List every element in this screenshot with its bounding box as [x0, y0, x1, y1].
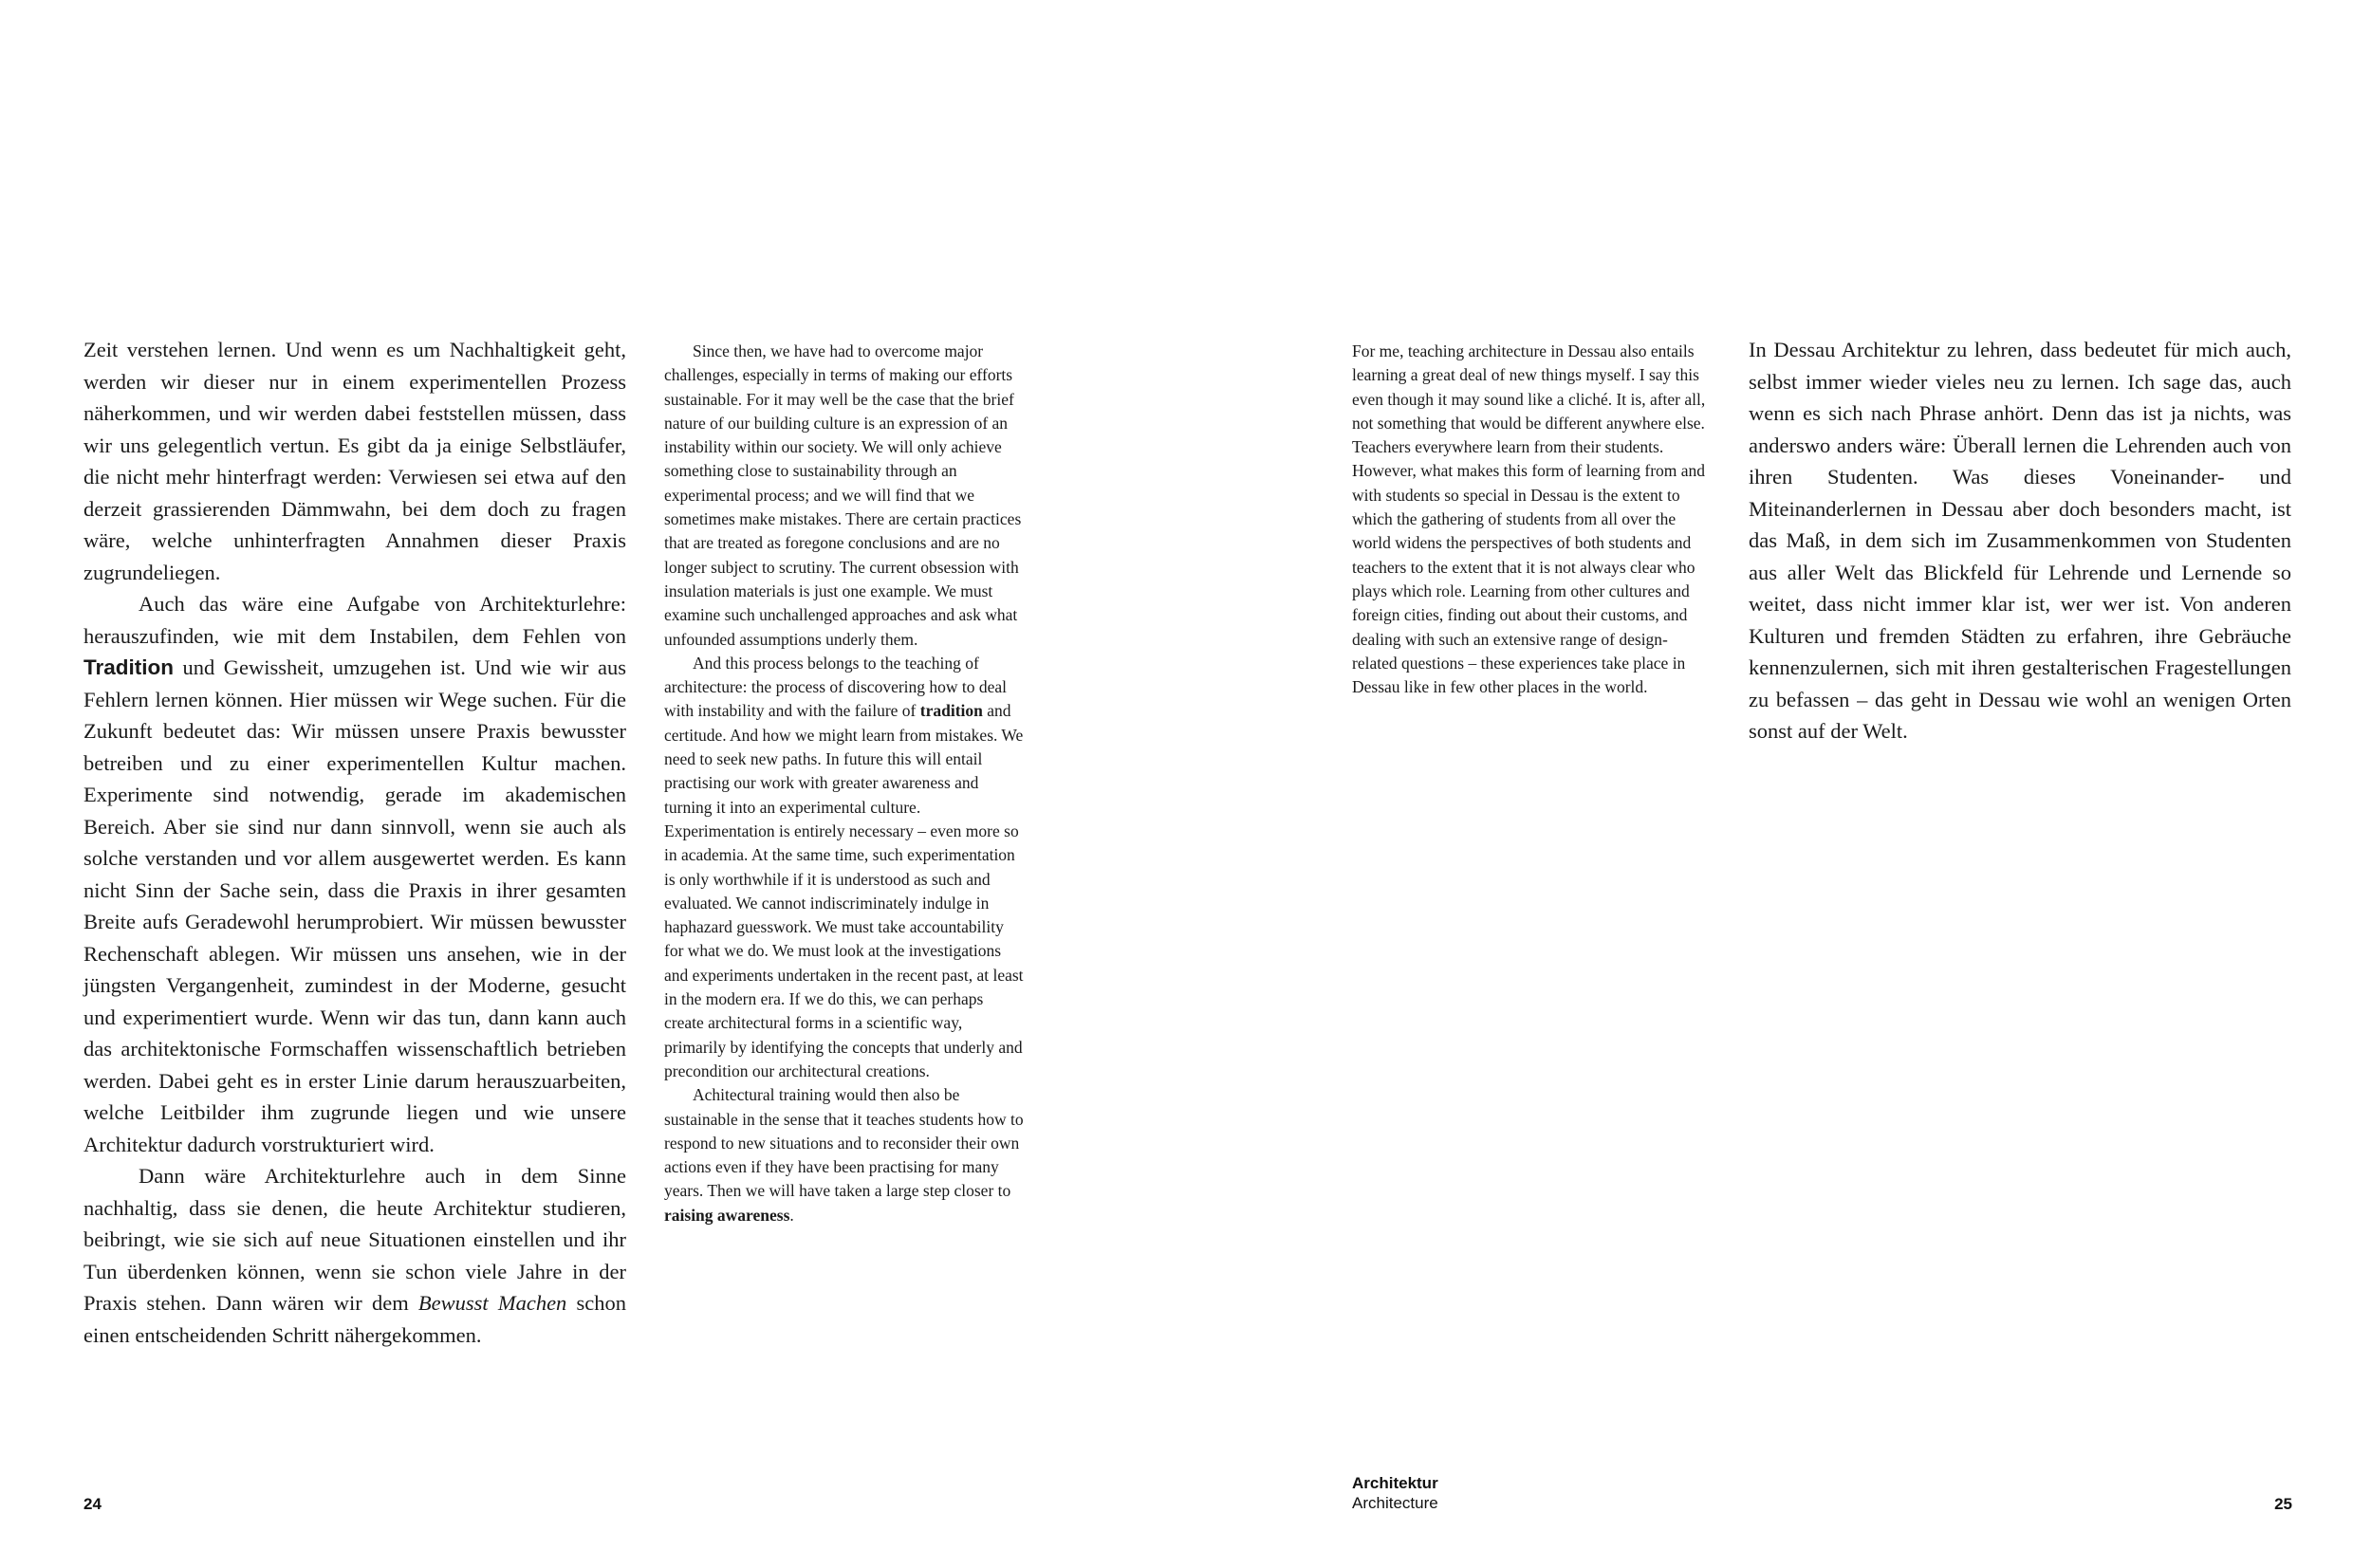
text-run: Achitectural training would then also be sustainable in the sense that it teaches students how to respond to new situations and to reconsider their own actions even if they have been practising for many years. Then we will have taken a large step closer to: [664, 1085, 1024, 1201]
text-run: und Gewissheit, umzugehen ist. Und wie wir aus Fehlern lernen können. Hier müssen wir Wege suchen. Für die Zukunft bedeutet das: Wir müssen unsere Praxis bewusster betreiben und zu einer experimentellen Kultur machen. Experimente sind notwendig, gerade im akademischen Bereich. Aber sie sind nur dann sinnvoll, wenn sie auch als solche verstanden und vor allem ausgewertet werden. Es kann nicht Sinn der Sache sein, dass die Praxis in ihrer gesamten Breite aufs Geradewohl herumprobiert. Wir müssen bewusster Rechenschaft ablegen. Wir müssen uns ansehen, wie in der jüngsten Vergangenheit, zumindest in der Moderne, gesucht und experimentiert wurde. Wenn wir das tun, dann kann auch das architektonische Formschaffen wissenschaftlich betrieben werden. Dabei geht es in erster Linie darum herauszuarbeiten, welche Leitbilder ihm zugrunde liegen und wie unsere Architektur dadurch vorstrukturiert wird.: [83, 655, 626, 1156]
right-german-paragraph-1: In Dessau Architektur zu lehren, dass bedeutet für mich auch, selbst immer wieder vieles neu zu lernen. Ich sage das, auch wenn es sich nach Phrase anhört. Denn das ist ja nichts, was anderswo anders wäre: Überall lernen die Lehrenden auch von ihren Studenten. Was dieses Voneinander- und Miteinanderlernen in Dessau aber doch besonders macht, ist das Maß, in dem sich im Zusammenkommen von Studenten aus aller Welt das Blickfeld für Lehrende und Lernende so weitet, dass nicht immer klar ist, wer wer ist. Von anderen Kulturen und fremden Städten zu erfahren, ihre Gebräuche kennenzulernen, sich mit ihren gestalterischen Fragestellungen zu befassen – das geht in Dessau wie wohl an wenigen Orten sonst auf der Welt.: [1749, 338, 2291, 743]
keyword-tradition: tradition: [919, 701, 983, 721]
running-head: [1352, 1473, 1438, 1513]
running-head-english: Architecture: [1352, 1494, 1438, 1512]
left-german-paragraph-3: [83, 1160, 626, 1351]
left-german-paragraph-1: Zeit verstehen lernen. Und wenn es um Nachhaltigkeit geht, werden wir dieser nur in einem experimentellen Prozess näherkommen, und wir werden dabei feststellen müssen, dass wir uns gelegentlich vertun. Es gibt da ja einige Selbstläufer, die nicht mehr hinterfragt werden: Verwiesen sei etwa auf den derzeit grassierenden Dämmwahn, bei dem doch zu fragen wäre, welche unhinterfragten Annahmen dieser Praxis zugrundeliegen.: [83, 338, 626, 584]
text-run: schon einen entscheidenden Schritt nähergekommen.: [83, 1291, 626, 1347]
italic-term: Bewusst Machen: [417, 1291, 567, 1315]
right-english-paragraph-1: For me, teaching architecture in Dessau also entails learning a great deal of new things myself. I say this even though it may sound like a cliché. It is, after all, not something that would be different anywhere else. Teachers everywhere learn from their students. However, what makes this form of learning from and with students so special in Dessau is the extent to which the gathering of students from all over the world widens the perspectives of both students and teachers to the extent that it is not always clear who plays which role. Learning from other cultures and foreign cities, finding out about their customs, and dealing with such an extensive range of design-related questions – these experiences take place in Dessau like in few other places in the world.: [1352, 341, 1706, 697]
right-german-column: [1749, 334, 2291, 747]
left-german-column: [83, 334, 626, 1351]
page-number-right: 25: [2274, 1495, 2292, 1513]
text-run: .: [789, 1205, 794, 1225]
keyword-tradition: Tradition: [83, 655, 174, 679]
text-run: And this process belongs to the teaching of architecture: the process of discovering how to deal with instability and with the failure of: [664, 653, 1008, 721]
running-head-german: Architektur: [1352, 1474, 1438, 1492]
left-english-paragraph-2: [664, 652, 1025, 1083]
page-number-left: 24: [83, 1495, 102, 1513]
right-english-column: [1352, 340, 1713, 699]
text-run: and certitude. And how we might learn from mistakes. We need to seek new paths. In future this will entail practising our work with greater awareness and turning it into an experimental culture. Experimentation is entirely necessary – even more so in academia. At the same time, such experimentation is only worthwhile if it is understood as such and evaluated. We cannot indiscriminately indulge in haphazard guesswork. We must take accountability for what we do. We must look at the investigations and experiments undertaken in the recent past, at least in the modern era. If we do this, we can perhaps create architectural forms in a scientific way, primarily by identifying the concepts that underly and precondition our architectural creations.: [664, 701, 1024, 1080]
text-run: Auch das wäre eine Aufgabe von Architekturlehre: herauszufinden, wie mit dem Instabilen, dem Fehlen von: [83, 592, 626, 648]
keyword-raising-awareness: raising awareness: [664, 1205, 790, 1225]
left-english-paragraph-1: Since then, we have had to overcome major challenges, especially in terms of making our efforts sustainable. For it may well be the case that the brief nature of our building culture is an expression of an instability within our society. We will only achieve something close to sustainability through an experimental process; and we will find that we sometimes make mistakes. There are certain practices that are treated as foregone conclusions and are no longer subject to scrutiny. The current obsession with insulation materials is just one example. We must examine such unchallenged approaches and ask what unfounded assumptions underly them.: [664, 341, 1022, 649]
text-run: Dann wäre Architekturlehre auch in dem Sinne nachhaltig, dass sie denen, die heute Architektur studieren, beibringt, wie sie sich auf neue Situationen einstellen und ihr Tun überdenken können, wenn sie schon viele Jahre in der Praxis stehen. Dann wären wir dem: [83, 1164, 626, 1315]
left-german-paragraph-2: [83, 588, 626, 1160]
left-english-paragraph-3: [664, 1083, 1025, 1227]
left-english-column: [664, 340, 1025, 1227]
